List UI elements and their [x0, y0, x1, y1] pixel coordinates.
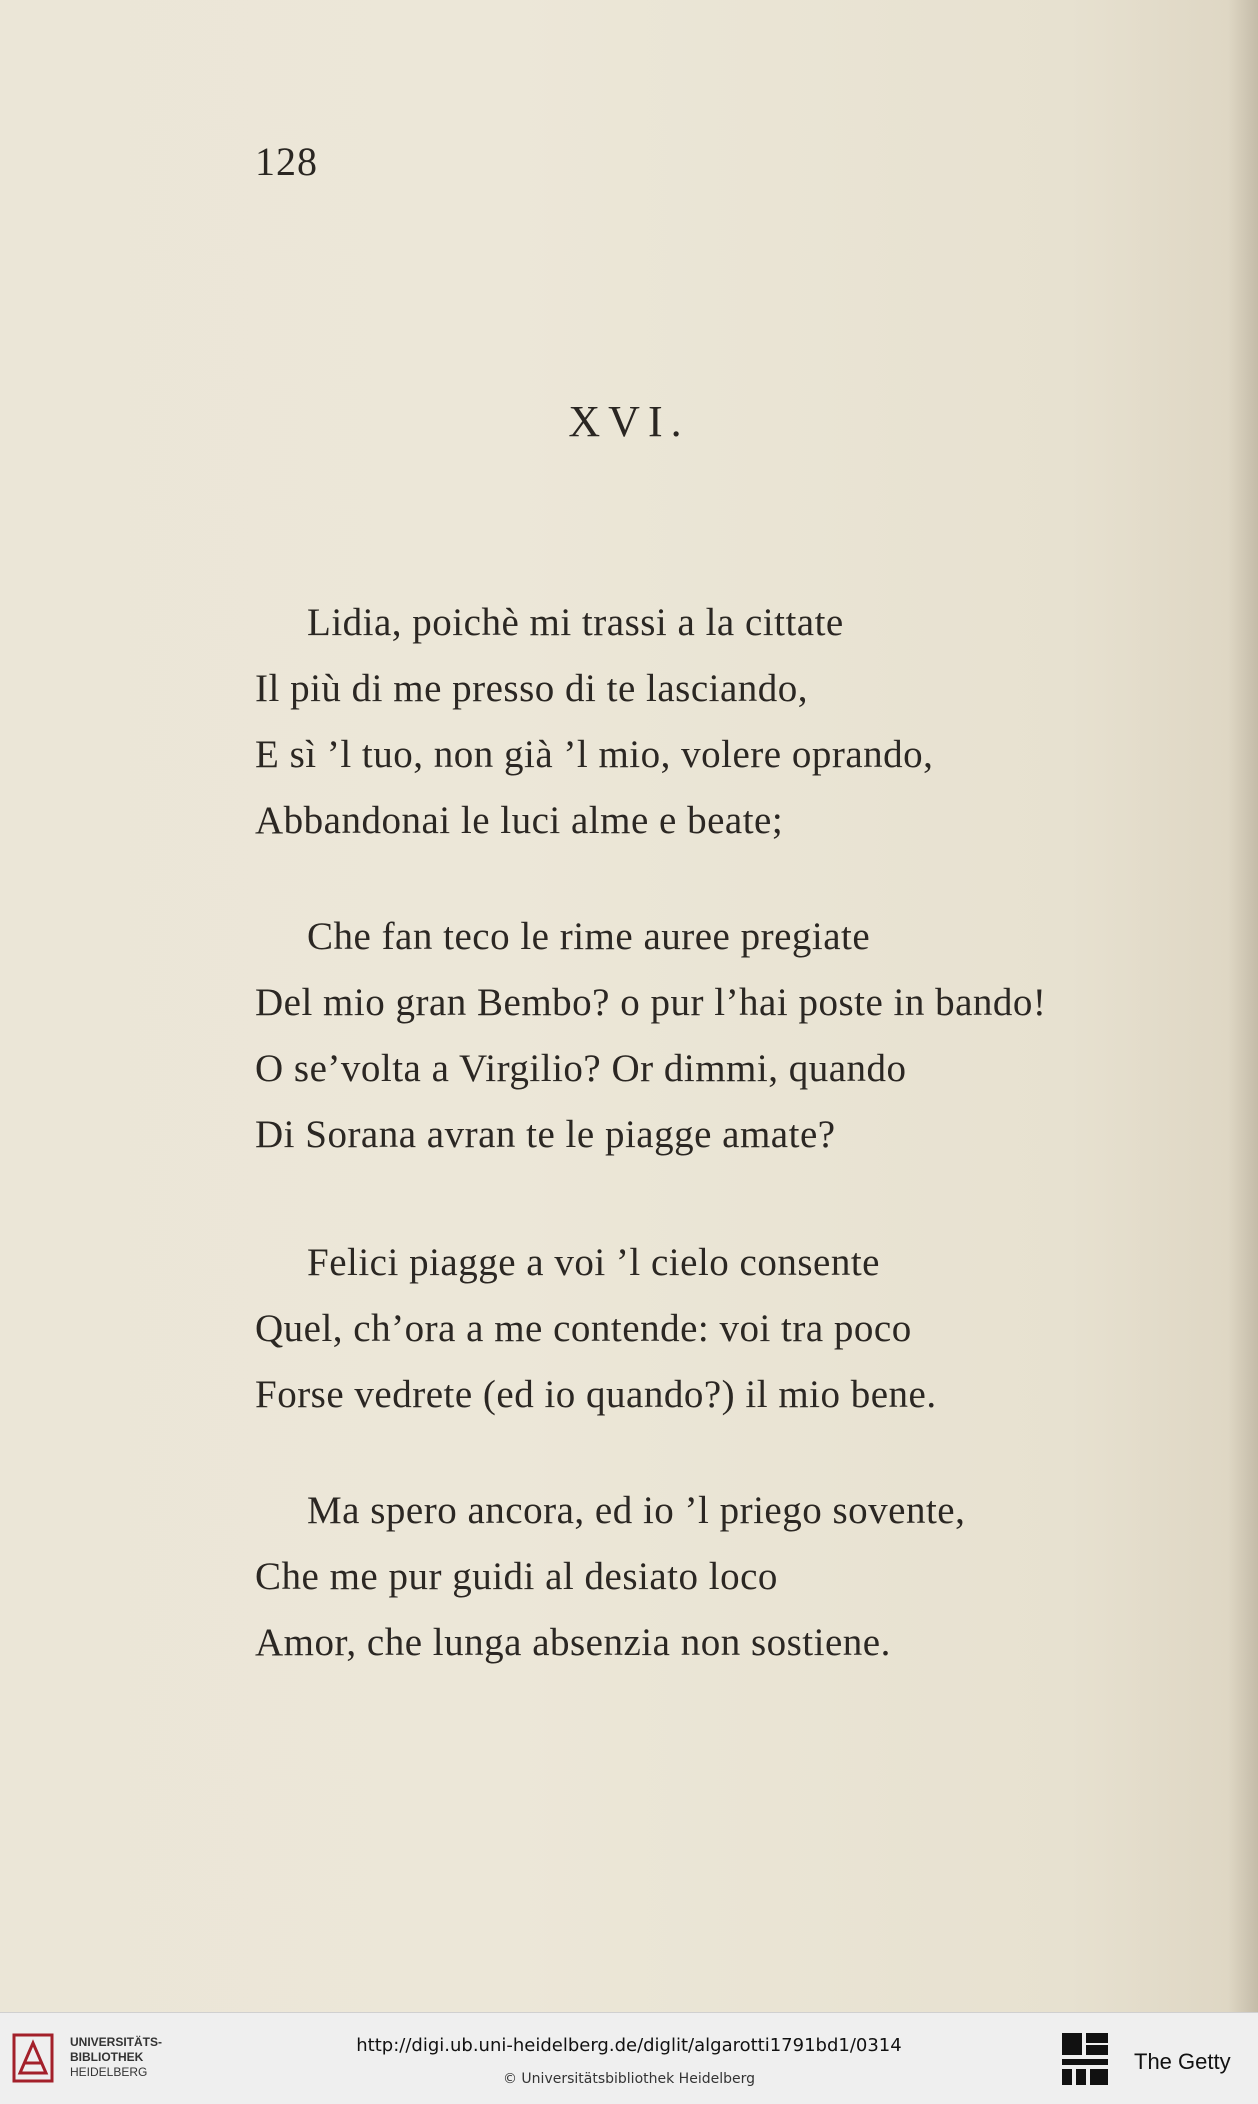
- stanza-4: [255, 1478, 965, 1676]
- poem-line: Che me pur guidi al desiato loco: [255, 1555, 778, 1598]
- poem-line: Felici piagge a voi ’l cielo consente: [307, 1241, 880, 1284]
- permalink-url[interactable]: http://digi.ub.uni-heidelberg.de/diglit/algarotti1791bd1/0314: [356, 2035, 902, 2056]
- section-heading: XVI.: [568, 397, 690, 446]
- page-number: 128: [255, 139, 318, 184]
- stanza-2: [255, 904, 1046, 1168]
- poem-line: Il più di me presso di te lasciando,: [255, 667, 809, 710]
- poem-line: Quel, ch’ora a me contende: voi tra poco: [255, 1307, 912, 1350]
- poem-line: O se’volta a Virgilio? Or dimmi, quando: [255, 1047, 907, 1090]
- library-name-line: HEIDELBERG: [70, 2065, 148, 2079]
- page-edge-shadow: [1228, 0, 1258, 2012]
- stanza-3: [255, 1230, 937, 1428]
- viewer-footer: [0, 2012, 1258, 2104]
- library-name-line: UNIVERSITÄTS-: [70, 2035, 163, 2049]
- poem-line: Ma spero ancora, ed io ’l priego sovente,: [307, 1489, 966, 1532]
- poem-line: Di Sorana avran te le piagge amate?: [255, 1113, 836, 1156]
- poem-line: Del mio gran Bembo? o pur l’hai poste in bando!: [255, 981, 1047, 1024]
- poem-line: Abbandonai le luci alme e beate;: [255, 799, 784, 842]
- poem-line: Che fan teco le rime auree pregiate: [307, 915, 871, 958]
- copyright-notice: © Universitätsbibliothek Heidelberg: [502, 2071, 755, 2087]
- poem-line: Amor, che lunga absenzia non sostiene.: [255, 1621, 891, 1664]
- stanza-1: [255, 590, 933, 854]
- getty-logo-icon: [1060, 2031, 1110, 2087]
- poem-line: E sì ’l tuo, non già ’l mio, volere oprando,: [255, 733, 934, 776]
- poem-line: Lidia, poichè mi trassi a la cittate: [307, 601, 844, 644]
- getty-label: The Getty: [1134, 2049, 1231, 2074]
- poem-line: Forse vedrete (ed io quando?) il mio bene.: [255, 1373, 937, 1416]
- library-name-line: BIBLIOTHEK: [70, 2050, 144, 2064]
